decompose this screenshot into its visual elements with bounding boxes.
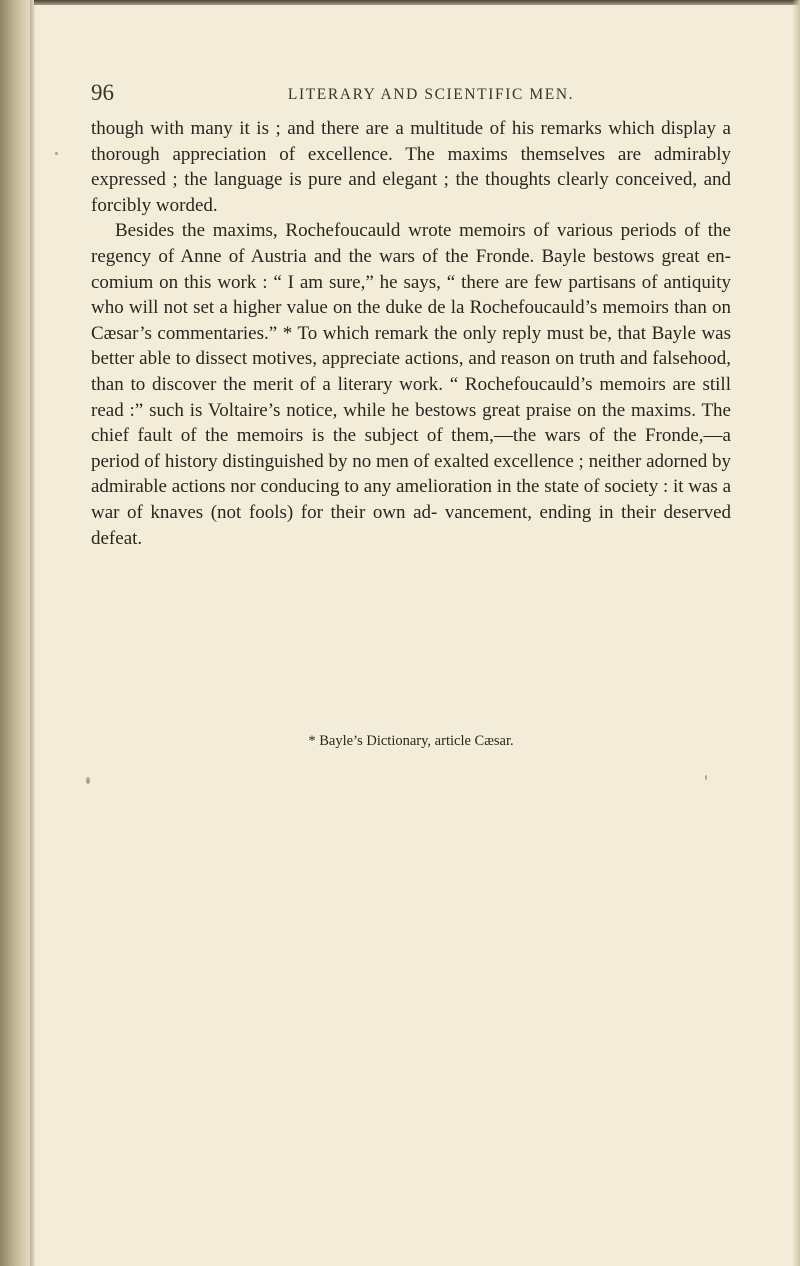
- gutter-shadow: [30, 0, 36, 1266]
- paragraph-memoirs: Besides the maxims, Rochefoucauld wrote memoirs of various periods of the regency of Anne of Austria and the wars of the Fronde. Bayle bestows great en- comium on this work : “ I am sure,” he says, “ there are few partisans of antiquity who will not set a higher value on the duke de la Rochefoucauld’s memoirs than on Cæsar’s commentaries.” * To which remark the only reply must be, that Bayle was better able to dissect motives, appreciate actions, and reason on truth and falsehood, than to discover the merit of a literary work. “ Rochefoucauld’s memoirs are still read :” such is Voltaire’s notice, while he bestows great praise on the maxims. The chief fault of the memoirs is the subject of them,—the wars of the Fronde,—a period of history distinguished by no men of exalted excellence ; neither adorned by admirable actions nor conducing to any amelioration in the state of society : it was a war of knaves (not fools) for their own ad- vancement, ending in their deserved defeat.: [91, 220, 732, 549]
- paragraph-continuation: though with many it is ; and there are a multitude of his remarks which display a thorough appreciation of excellence. The maxims themselves are admirably expressed ; the language is pure and elegant ; the thoughts clearly conceived, and forcibly worded.: [91, 118, 731, 216]
- page-header: [91, 80, 731, 110]
- body-text: [91, 116, 731, 551]
- paper-speck: [55, 152, 58, 155]
- book-spine-shadow: [0, 0, 34, 1266]
- right-page-edge: [792, 0, 800, 1266]
- running-head: LITERARY AND SCIENTIFIC MEN.: [287, 86, 575, 103]
- top-page-edge: [34, 0, 800, 5]
- footnote: * Bayle’s Dictionary, article Cæsar.: [308, 733, 514, 749]
- page-number: 96: [91, 80, 114, 105]
- paper-speck: [86, 777, 90, 784]
- paper-speck: [705, 775, 707, 780]
